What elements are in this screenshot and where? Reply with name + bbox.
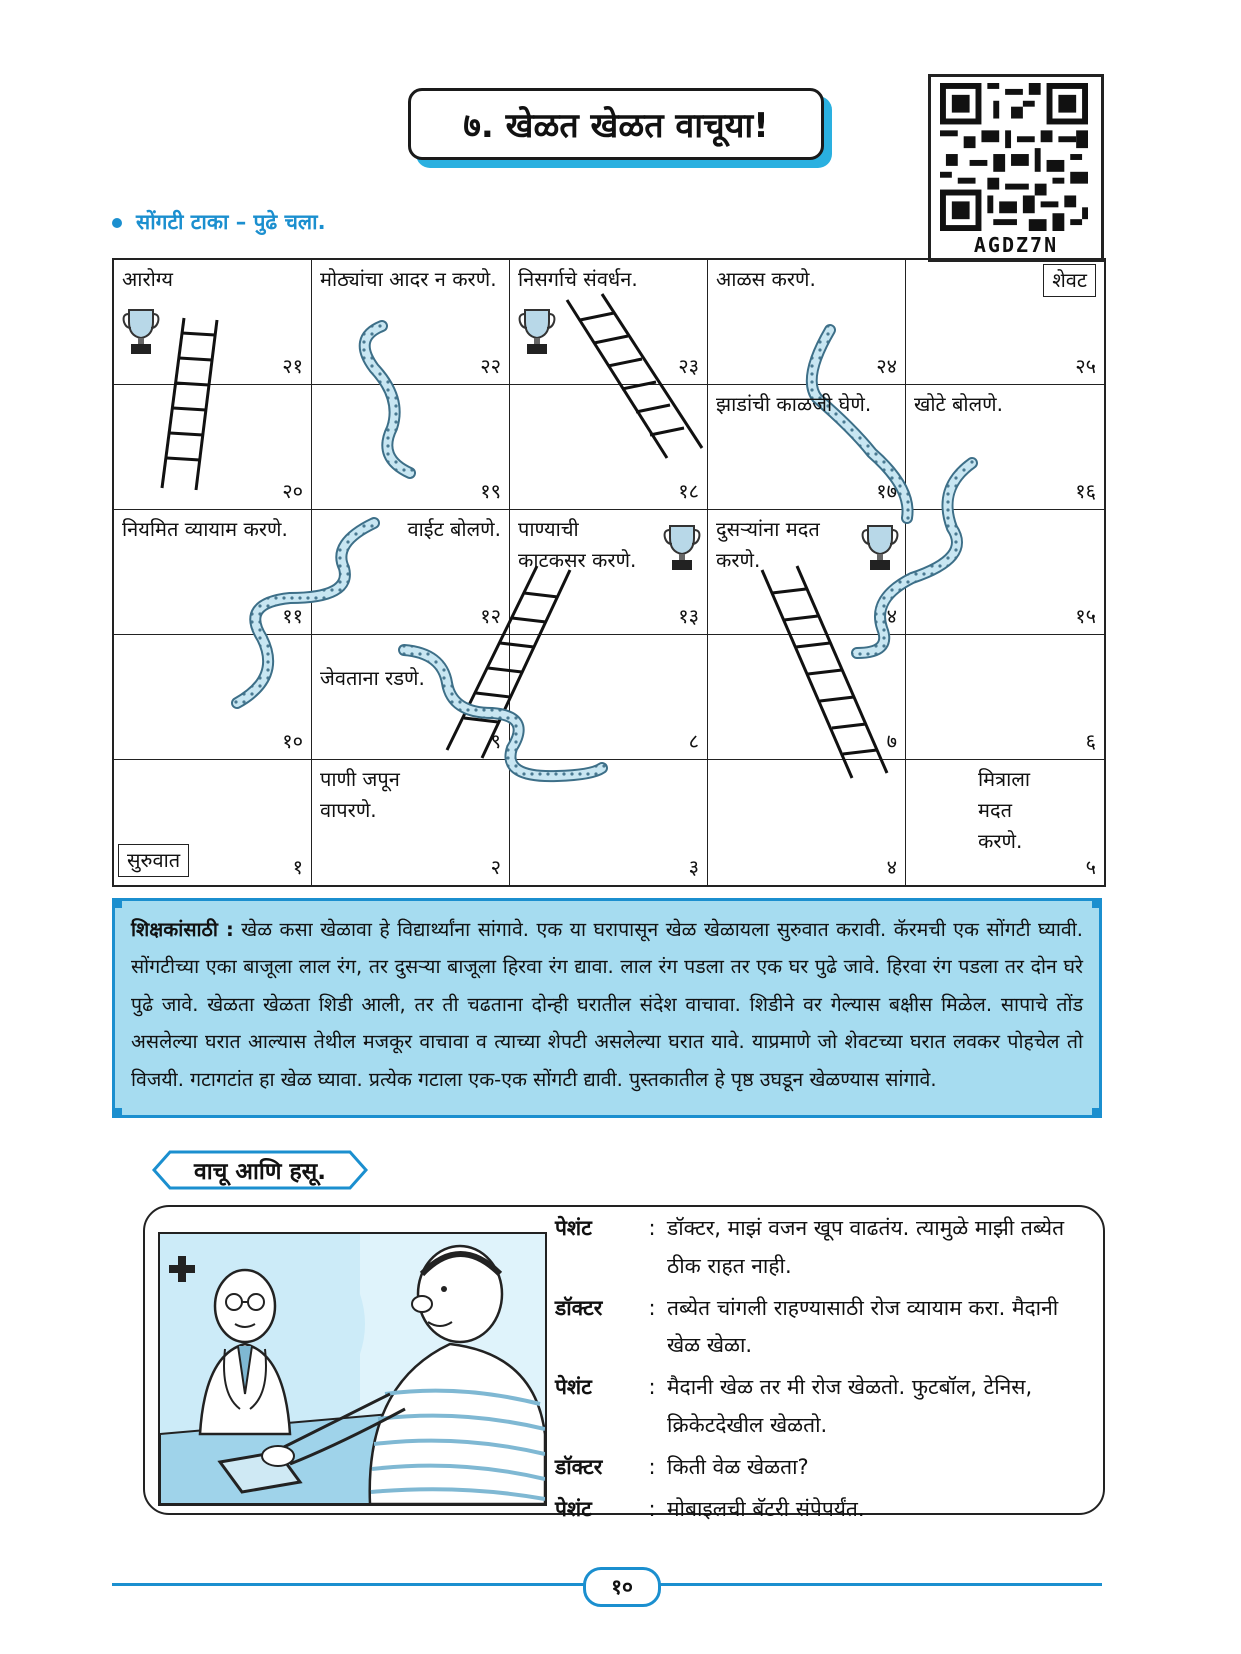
trophy-icon [663,522,701,572]
joke-dialogue [555,1210,1095,1532]
cell-number: १६ [1075,479,1096,503]
cell-number: १० [282,729,303,753]
board-cell-23 [510,260,708,385]
dialogue-line: पेशंट : डॉक्टर, माझं वजन खूप वाढतंय. त्यामुळे माझी तब्येत ठीक राहत नाही. [555,1210,1095,1286]
snakes-ladders-board [112,258,1106,887]
cell-number: ९ [490,729,501,753]
board-cell-21 [114,260,312,385]
cell-number: १७ [876,479,897,503]
dialogue-line: डॉक्टर : तब्येत चांगली राहण्यासाठी रोज व्यायाम करा. मैदानी खेळ खेळा. [555,1290,1095,1366]
trophy-icon [518,306,556,356]
cell-number: १५ [1075,604,1096,628]
teacher-note [112,898,1102,1118]
cell-number: ४ [886,855,897,879]
board-cell-16 [906,385,1104,510]
board-cell-12 [312,510,510,635]
cell-text: दुसऱ्यांना मदत करणे. [716,517,820,572]
board-cell-25 [906,260,1104,385]
joke-heading [140,1148,380,1192]
speaker-label: पेशंट [555,1375,592,1400]
board-cell-2 [312,760,510,885]
cell-text: आळस करणे. [716,267,816,291]
board-cell-22 [312,260,510,385]
cell-number: २३ [678,354,699,378]
cell-number: ७ [886,729,897,753]
speech-text: डॉक्टर, माझं वजन खूप वाढतंय. त्यामुळे माझी तब्येत ठीक राहत नाही. [667,1216,1065,1278]
dialogue-line: डॉक्टर : किती वेळ खेळता? [555,1449,1095,1487]
page-title [408,88,824,160]
speaker-label: पेशंट [555,1496,592,1521]
cell-text: नियमित व्यायाम करणे. [122,517,288,541]
board-cell-5 [906,760,1104,885]
cell-number: ११ [282,604,303,628]
teacher-note-body: खेळ कसा खेळावा हे विद्यार्थ्यांना सांगावे. एक या घरापासून खेळ खेळायला सुरुवात करावी. कॅरमची एक सोंगटी घ्यावी. सोंगटीच्या एका बाजूला लाल रंग, तर दुसऱ्या बाजूला हिरवा रंग द्यावा. लाल रंग पडला तर एक घर पुढे जावे. हिरवा रंग पडला तर दोन घरे पुढे जावे. खेळता खेळता शिडी आली, तर ती चढताना दोन्ही घरातील संदेश वाचावा. शिडीने वर गेल्यास बक्षीस मिळेल. सापाचे तोंड असलेल्या घरात आल्यास तेथील मजकूर वाचावा व त्याच्या शेपटी असलेल्या घरात यावे. याप्रमाणे जो शेवटच्या घरात लवकर पोहचेल तो विजयी. गटागटांत हा खेळ घ्यावा. प्रत्येक गटाला एक-एक सोंगटी द्यावी. पुस्तकातील हे पृष्ठ उघडून खेळण्यास सांगावे. [131,918,1083,1091]
board-cell-11 [114,510,312,635]
board-cell-20 [114,385,312,510]
cell-number: ३ [688,855,699,879]
qr-code-label: AGDZ7N [973,233,1059,257]
page-number: १० [583,1567,661,1607]
dialogue-line: पेशंट : मैदानी खेळ तर मी रोज खेळतो. फुटबॉल, टेनिस, क्रिकेटदेखील खेळतो. [555,1369,1095,1445]
cell-text: मोठ्यांचा आदर न करणे. [320,267,497,291]
board-cell-24 [708,260,906,385]
speaker-label: पेशंट [555,1216,592,1240]
start-label: सुरुवात [118,844,189,877]
board-cell-6 [906,635,1104,760]
speech-text: मोबाइलची बॅटरी संपेपर्यंत. [667,1496,865,1521]
cell-text: आरोग्य [122,267,174,291]
board-cell-18 [510,385,708,510]
speech-text: किती वेळ खेळता? [667,1454,809,1479]
board-cell-17 [708,385,906,510]
cell-text: वाईट बोलणे. [407,517,501,541]
board-cell-9 [312,635,510,760]
board-cell-4 [708,760,906,885]
board-cell-19 [312,385,510,510]
cell-number: २४ [876,354,897,378]
board-cell-3 [510,760,708,885]
trophy-icon [861,522,899,572]
doctor-patient-illustration [158,1232,547,1506]
cell-text: मित्राला मदत करणे. [978,767,1031,853]
cell-number: १२ [480,604,501,628]
cell-text: निसर्गाचे संवर्धन. [518,267,638,291]
cell-number: १ [292,855,303,879]
instruction-text: सोंगटी टाका – पुढे चला. [136,210,326,234]
cell-number: १३ [678,604,699,628]
cell-number: २० [282,479,303,503]
qr-code-icon [939,83,1089,231]
cell-text: पाणी जपून वापरणे. [320,767,400,822]
cell-text: खोटे बोलणे. [914,392,1003,416]
joke-heading-text: वाचू आणि हसू. [194,1159,326,1185]
speaker-label: डॉक्टर [555,1295,603,1320]
trophy-icon [122,306,160,356]
cell-number: १८ [678,479,699,503]
cell-number: ५ [1085,855,1096,879]
cell-number: २२ [480,354,501,378]
speech-text: तब्येत चांगली राहण्यासाठी रोज व्यायाम करा. मैदानी खेळ खेळा. [667,1295,1059,1358]
teacher-note-lead: शिक्षकांसाठी : [131,918,234,941]
board-cell-10 [114,635,312,760]
board-cell-14 [708,510,906,635]
board-cell-7 [708,635,906,760]
end-label: शेवट [1043,264,1096,297]
cell-number: ६ [1085,729,1096,753]
page-title-text: ७. खेळत खेळत वाचूया! [463,106,769,146]
cell-text: जेवताना रडणे. [320,666,425,690]
cell-number: २१ [282,354,303,378]
cell-number: १९ [480,479,501,503]
speech-text: मैदानी खेळ तर मी रोज खेळतो. फुटबॉल, टेनिस, क्रिकेटदेखील खेळतो. [667,1375,1033,1437]
cell-number: २५ [1075,354,1096,378]
cell-number: १४ [876,604,897,628]
cell-number: ८ [688,729,699,753]
speaker-label: डॉक्टर [555,1454,603,1479]
cell-text: झाडांची काळजी घेणे. [716,392,872,416]
instruction [112,208,326,236]
cell-text: पाण्याची काटकसर करणे. [518,517,637,572]
cell-number: २ [490,855,501,879]
qr-code-box[interactable] [928,74,1104,262]
board-cell-13 [510,510,708,635]
dialogue-line: पेशंट : मोबाइलची बॅटरी संपेपर्यंत. [555,1491,1095,1529]
board-cell-8 [510,635,708,760]
board-cell-1 [114,760,312,885]
board-cell-15 [906,510,1104,635]
bullet-icon [112,218,122,228]
